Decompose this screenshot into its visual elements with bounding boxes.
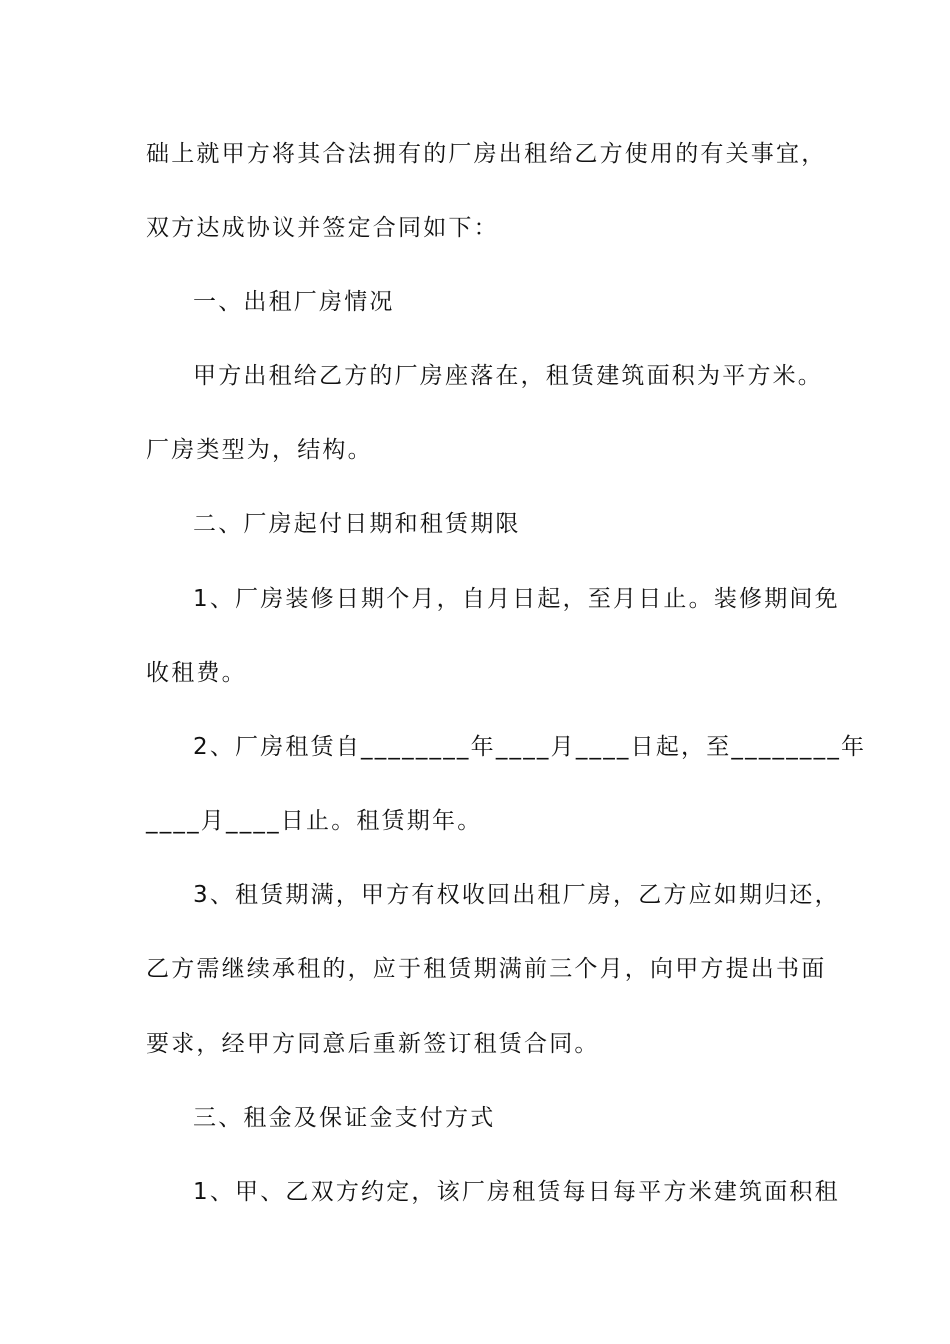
paragraph-line: 双方达成协议并签定合同如下： [146, 215, 499, 241]
paragraph-line: 1、厂房装修日期个月，自月日起，至月日止。装修期间免 [193, 586, 840, 612]
section-heading: 一、出租厂房情况 [193, 289, 395, 315]
paragraph-line: 2、厂房租赁自________年____月____日起，至________年 [193, 734, 867, 760]
paragraph-line: ____月____日止。租赁期年。 [146, 808, 483, 834]
section-heading: 二、厂房起付日期和租赁期限 [193, 511, 521, 537]
paragraph-line: 1、甲、乙双方约定，该厂房租赁每日每平方米建筑面积租 [193, 1179, 840, 1205]
section-heading: 三、租金及保证金支付方式 [193, 1105, 496, 1131]
paragraph-line: 厂房类型为，结构。 [146, 437, 373, 463]
paragraph-line: 收租费。 [146, 660, 247, 686]
paragraph-line: 3、租赁期满，甲方有权收回出租厂房，乙方应如期归还， [193, 882, 840, 908]
paragraph-line: 要求，经甲方同意后重新签订租赁合同。 [146, 1031, 600, 1057]
paragraph-line: 础上就甲方将其合法拥有的厂房出租给乙方使用的有关事宜， [146, 141, 827, 167]
paragraph-line: 甲方出租给乙方的厂房座落在，租赁建筑面积为平方米。 [193, 363, 823, 389]
paragraph-line: 乙方需继续承租的，应于租赁期满前三个月，向甲方提出书面 [146, 956, 827, 982]
